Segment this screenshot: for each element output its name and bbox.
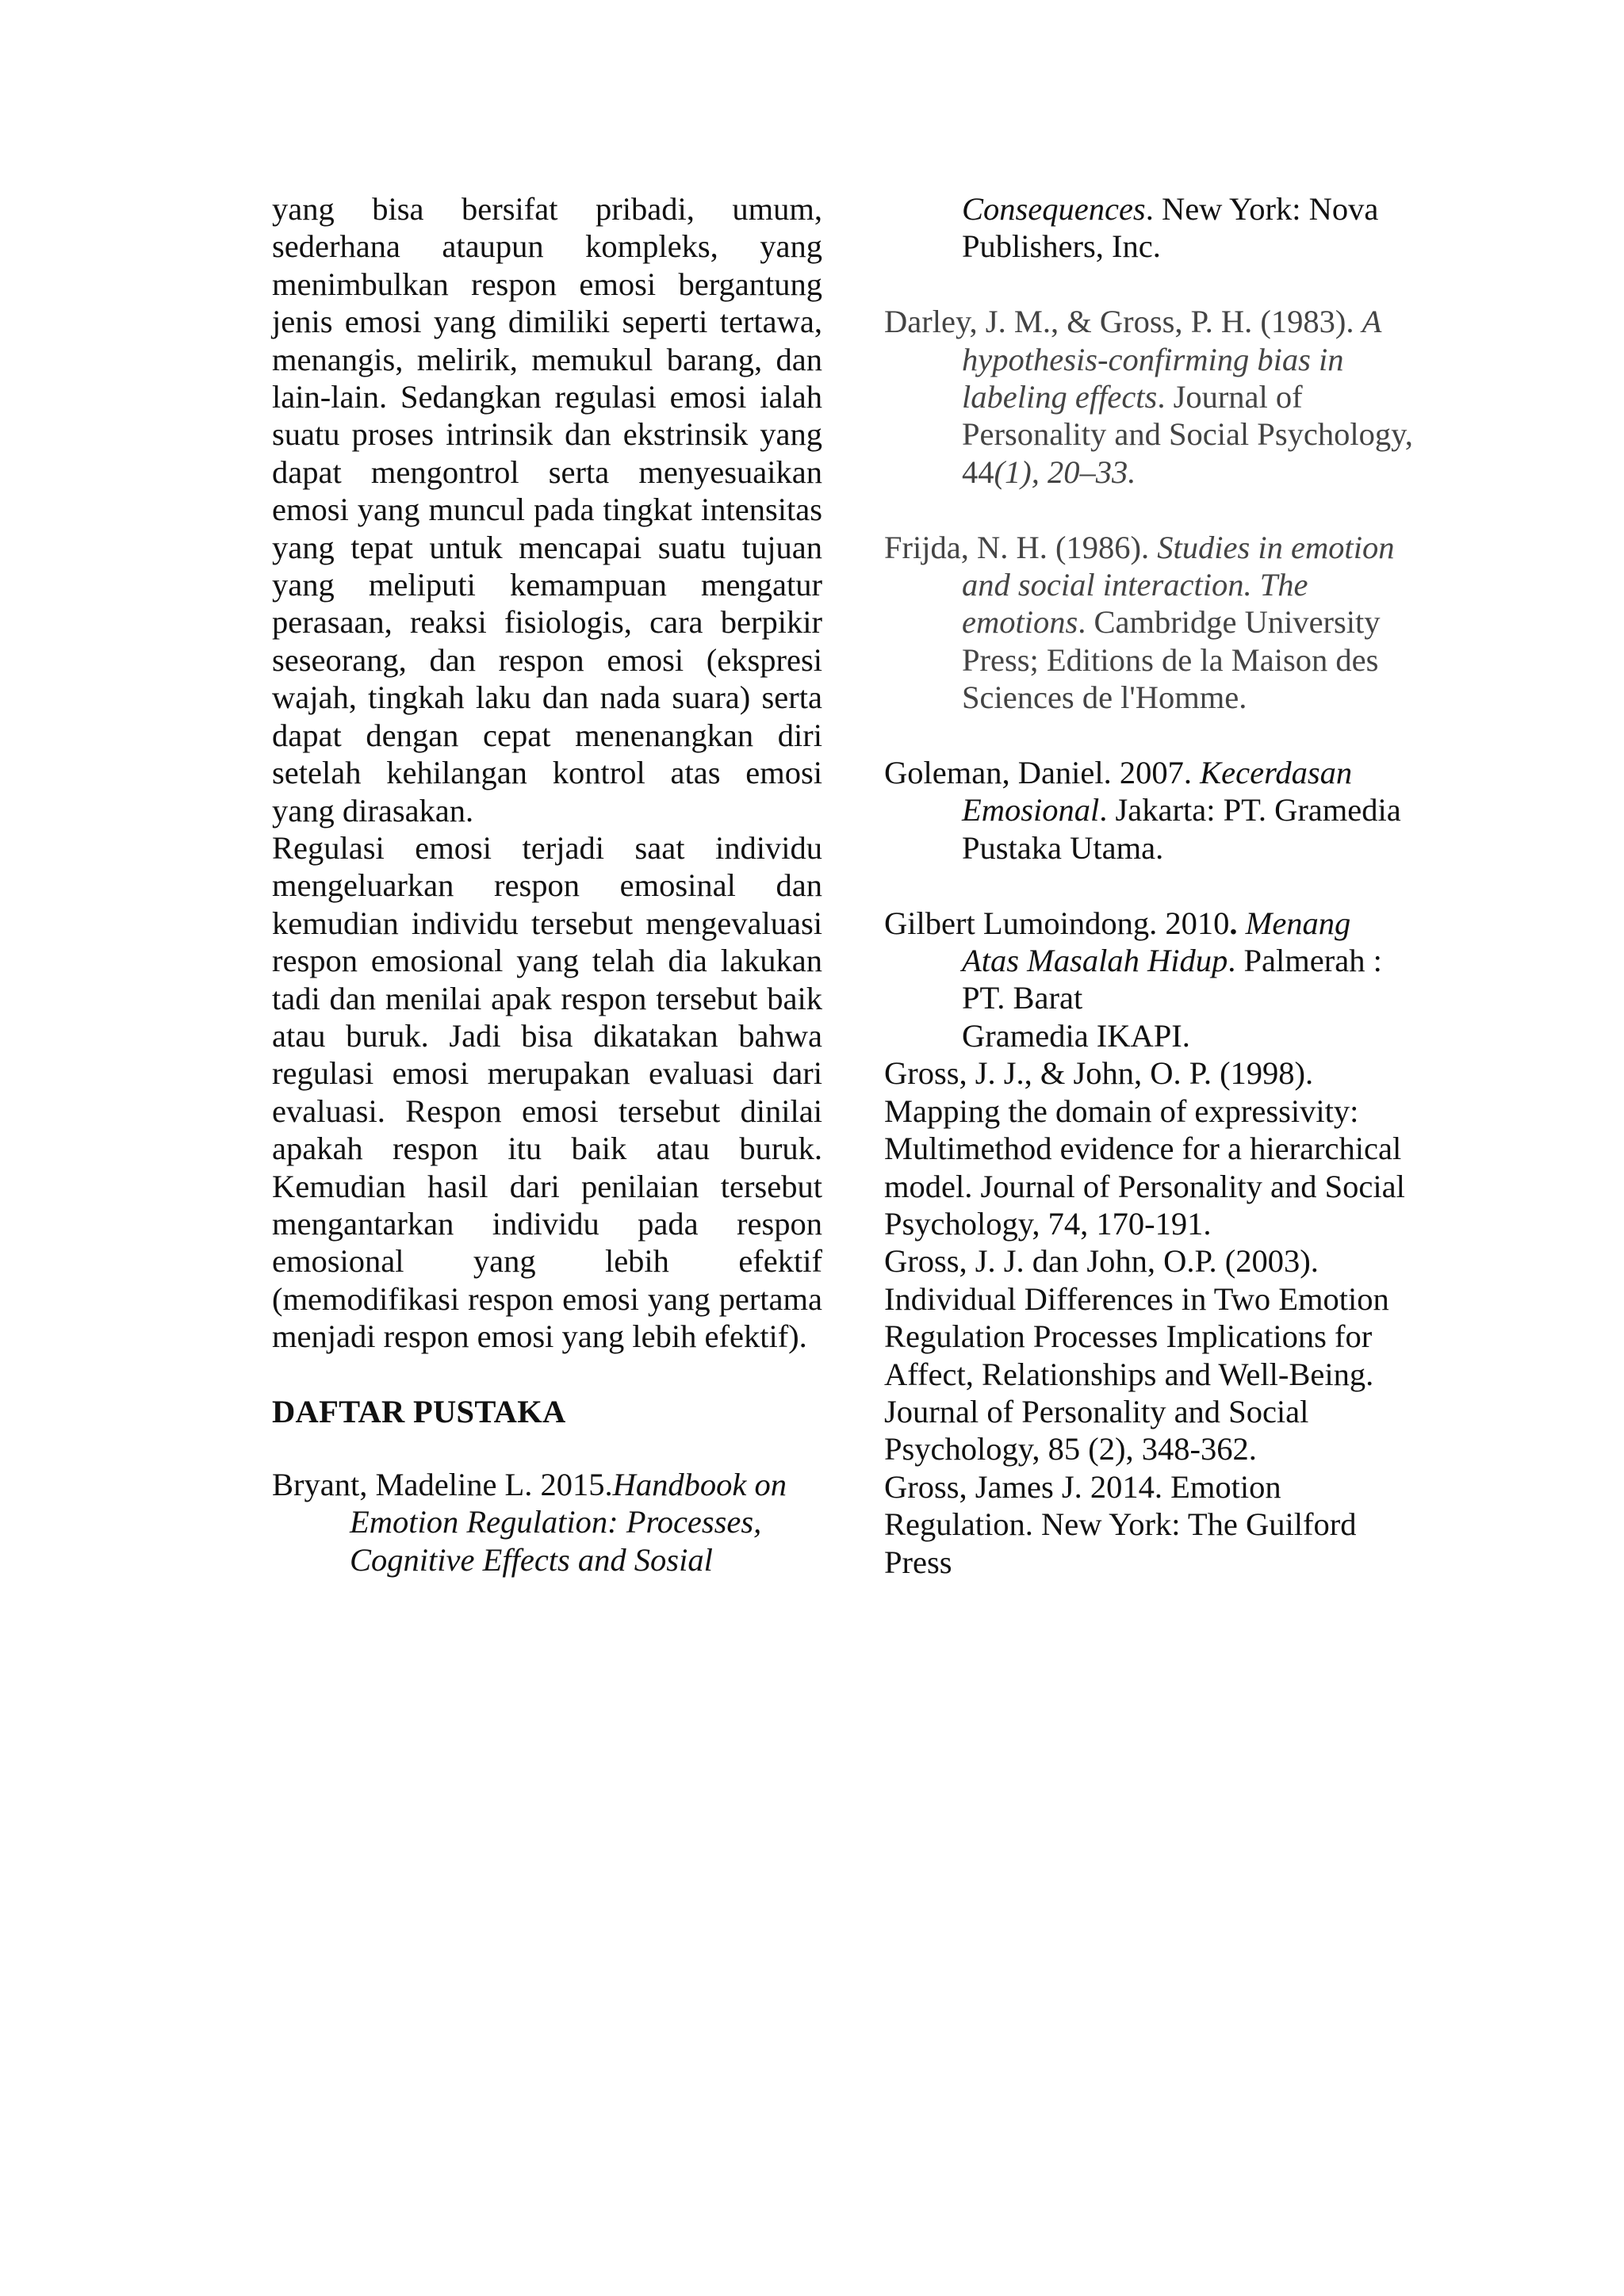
reference-gilbert-title: Menang Atas Masalah Hidup xyxy=(962,905,1351,979)
reference-frijda-title: Studies in emotion and social interaction. The emotions xyxy=(962,529,1395,641)
reference-frijda-publisher: . Cambridge University Press; Editions de la Maison des Sciences de l'Homme. xyxy=(962,604,1381,716)
reference-gross-2014: Gross, James J. 2014. Emotion Regulation. New York: The Guilford Press xyxy=(884,1468,1357,1580)
reference-gilbert-dot: . xyxy=(1229,905,1238,941)
reference-bryant-continued xyxy=(884,190,1439,266)
reference-darley-title: A hypothesis-confirming bias in labeling effects xyxy=(962,304,1381,415)
reference-frijda xyxy=(884,529,1439,717)
right-column xyxy=(884,190,1439,1581)
reference-goleman xyxy=(884,754,1439,867)
reference-bryant xyxy=(272,1466,822,1578)
reference-darley-issue: (1), 20–33. xyxy=(994,453,1136,490)
reference-bryant-publisher: . New York: Nova Publishers, Inc. xyxy=(962,191,1379,265)
reference-gilbert-author: Gilbert Lumoindong. 2010 xyxy=(884,905,1230,941)
reference-bryant-author: Bryant, Madeline L. 2015. xyxy=(272,1467,613,1502)
reference-gross-2003: Gross, J. J. dan John, O.P. (2003). Individual Differences in Two Emotion Regulation Processes Implications for Affect, Relationships and Well-Being. Journal of Personality and Social Psychology, 85 (2), 348-362. xyxy=(884,1243,1389,1468)
left-column xyxy=(272,190,822,1578)
reference-gilbert-publisher: . Palmerah : PT. Barat xyxy=(962,943,1382,1016)
reference-goleman-title: Kecerdasan Emosional xyxy=(962,755,1353,828)
reference-darley-author: Darley, J. M., & Gross, P. H. (1983). xyxy=(884,304,1362,340)
body-paragraph-2: Regulasi emosi terjadi saat individu mengeluarkan respon emosinal dan kemudian individu tersebut mengevaluasi respon emosional yang telah dia lakukan tadi dan menilai apak respon tersebut baik atau buruk. Jadi bisa dikatakan bahwa regulasi emosi merupakan evaluasi dari evaluasi. Respon emosi tersebut dinilai apakah respon itu baik atau buruk. Kemudian hasil dari penilaian tersebut mengantarkan individu pada respon emosional yang lebih efektif (memodifikasi respon emosi yang pertama menjadi respon emosi yang lebih efektif). xyxy=(272,829,822,1355)
reference-frijda-author: Frijda, N. H. (1986). xyxy=(884,529,1158,565)
reference-bryant-title-end: Consequences xyxy=(962,191,1146,227)
reference-bryant-title: Handbook on Emotion Regulation: Processes, Cognitive Effects and Sosial xyxy=(350,1467,787,1578)
reference-goleman-author: Goleman, Daniel. 2007. xyxy=(884,755,1201,791)
reference-gilbert xyxy=(884,905,1439,1055)
body-paragraph-1: yang bisa bersifat pribadi, umum, sederhana ataupun kompleks, yang menimbulkan respon emosi bergantung jenis emosi yang dimiliki seperti tertawa, menangis, melirik, memukul barang, dan lain-lain. Sedangkan regulasi emosi ialah suatu proses intrinsik dan ekstrinsik yang dapat mengontrol serta menyesuaikan emosi yang muncul pada tingkat intensitas yang tepat untuk mencapai suatu tujuan yang meliputi kemampuan mengatur perasaan, reaksi fisiologis, cara berpikir seseorang, dan respon emosi (ekspresi wajah, tingkah laku dan nada suara) serta dapat dengan cepat menenangkan diri setelah kehilangan kontrol atas emosi yang dirasakan. xyxy=(272,191,822,828)
references-heading: DAFTAR PUSTAKA xyxy=(272,1393,566,1429)
reference-gilbert-line2: Gramedia IKAPI. xyxy=(962,1017,1190,1054)
reference-gross-1998: Gross, J. J., & John, O. P. (1998). Mapping the domain of expressivity: Multimethod evidence for a hierarchical model. Journal of Personality and Social Psychology, 74, 170-191. xyxy=(884,1055,1405,1242)
reference-darley xyxy=(884,303,1439,491)
reference-goleman-publisher: . Jakarta: PT. Gramedia Pustaka Utama. xyxy=(962,792,1401,866)
reference-darley-journal: . Journal of Personality and Social Psychology, 44 xyxy=(962,379,1413,490)
